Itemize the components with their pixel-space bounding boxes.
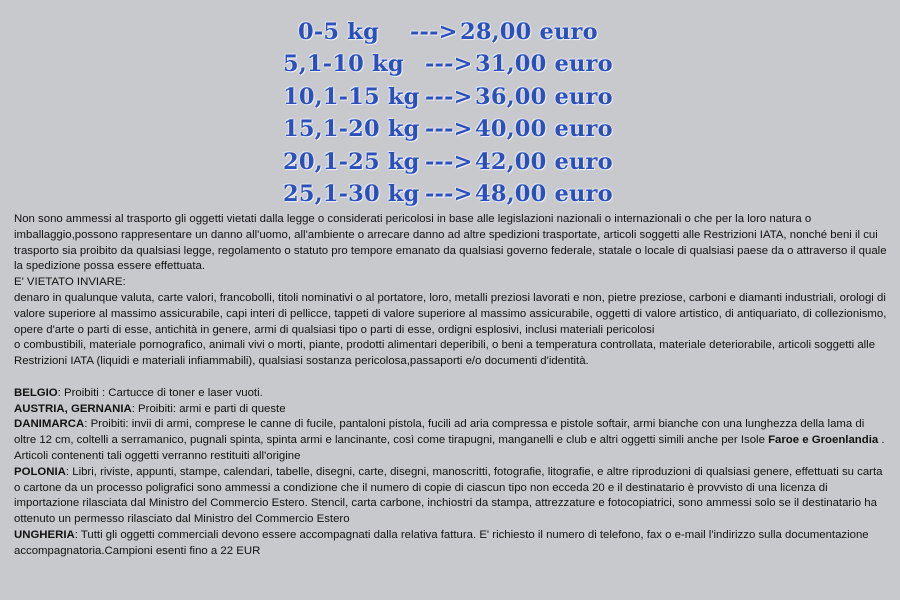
rate-arrow: ---> [425,83,473,110]
shipping-restrictions-text [14,212,888,560]
rate-row [280,16,620,48]
country-restriction-belgio [14,386,888,402]
rate-price: 48,00 euro [475,180,613,207]
shipping-rate-table [280,16,620,210]
rate-row [280,113,620,145]
rate-arrow: ---> [425,148,473,175]
rate-arrow: ---> [410,19,458,45]
country-restriction-polonia [14,465,888,528]
weight-range: 5,1-10 kg [283,51,404,78]
rate-price: 42,00 euro [475,148,613,175]
country-name: AUSTRIA, GERNANIA [14,402,132,415]
forbidden-heading: E' VIETATO INVIARE: [14,276,126,289]
rate-row [280,178,620,210]
country-name: POLONIA [14,465,66,478]
weight-range: 25,1-30 kg [283,180,420,207]
country-restriction-ungheria [14,528,888,560]
islands-name: Faroe e Groenlandia [768,434,879,447]
weight-range: 20,1-25 kg [283,148,420,175]
rate-price: 28,00 euro [460,19,598,45]
spacer [14,370,888,386]
rate-arrow: ---> [425,180,473,207]
rate-price: 40,00 euro [475,116,613,143]
country-restriction-austria-germania [14,402,888,418]
intro-paragraph: Non sono ammessi al trasporto gli oggetti vietati dalla legge o considerati pericolosi in base alle legislazioni nazionali o internazionali o che per la loro natura o imballaggio,possono rappresentare un danno all'uomo, all'ambiente o arrecare danno ad altre spedizioni trasportate, articoli soggetti alle Restrizioni IATA, nonché beni il cui trasporto sia proibito da qualsiasi legge, regolamento o statuto pro tempore emanato da qualsiasi governo federale, statale o locale di qualsiasi paese da o attraverso il quale la spedizione possa essere effettuata. [14,213,887,273]
country-text: : Libri, riviste, appunti, stampe, calendari, tabelle, disegni, carte, disegni, manoscritti, fotografie, litografie, e altre riproduzioni di qualsiasi genere, effettuati su carta o cartone da un processo poligrafici sono ammessi a condizione che il numero di copie di ciascun tipo non ecceda 20 e il destinatario è provvisto di una licenza di importazione rilasciata dal Ministro del Commercio Estero. Stencil, carta carbone, inchiostri da stampa, attrezzature e fotocopiatrici, sono ammessi solo se il destinatario ha ottenuto un permesso rilasciato dal Ministro del Commercio Estero [14,465,883,526]
country-text: : Proibiti: armi e parti di queste [131,402,286,415]
country-text: : Proibiti: invii di armi, comprese le canne di fucile, pantaloni pistola, fucili ad aria compressa e pistole softair, armi bianche con una lunghezza della lama di oltre 12 cm, coltelli a serramanico, pugnali spinta, spinta armi e lancinante, così come tirapugni, manganelli e club e altri oggetti simili anche per Isole [14,418,865,447]
weight-range: 15,1-20 kg [283,116,420,143]
rate-arrow: ---> [425,116,473,143]
forbidden-list-part-2: o combustibili, materiale pornografico, animali vivi o morti, piante, prodotti alimentari deperibili, o beni a temperatura controllata, materiale deteriorabile, articoli soggetti alle Restrizioni IATA (liquidi e materiali infiammabili), qualsiasi sostanza pericolosa,passaporti e/o documenti d'identità. [14,339,876,368]
rate-row [280,146,620,178]
weight-range: 10,1-15 kg [283,83,420,110]
country-name: UNGHERIA [14,528,75,541]
country-restriction-danimarca [14,417,888,464]
country-name: BELGIO [14,386,58,399]
rate-row [280,81,620,113]
country-text: : Proibiti : Cartucce di toner e laser vuoti. [57,386,263,399]
forbidden-list-part-1: denaro in qualunque valuta, carte valori, francobolli, titoli nominativi o al portatore, loro, metalli preziosi lavorati e non, pietre preziose, carboni e diamanti industriali, orologi di valore superiore al massimo assicurabile, capi interi di pellicce, tappeti di valore superiore al massimo assicurabile, oggetti di valore artistico, di antiquariato, di collezionismo, opere d'arte o parti di esse, antichità in genere, armi di qualsiasi tipo o parti di esse, ordigni esplosivi, inclusi materiali pericolosi [14,291,887,336]
rate-price: 31,00 euro [475,51,613,78]
country-text-continued: . Articoli contenenti tali oggetti verranno restituiti all'origine [14,434,885,462]
weight-range: 0-5 kg [298,19,380,45]
country-name: DANIMARCA [14,418,85,431]
rate-arrow: ---> [425,51,473,78]
country-text: : Tutti gli oggetti commerciali devono essere accompagnati dalla relativa fattura. E' richiesto il numero di telefono, fax o e-mail l'indirizzo sulla documentazione accompagnatoria.Campioni esenti fino a 22 EUR [14,528,869,557]
rate-row [280,48,620,80]
rate-price: 36,00 euro [475,83,613,110]
